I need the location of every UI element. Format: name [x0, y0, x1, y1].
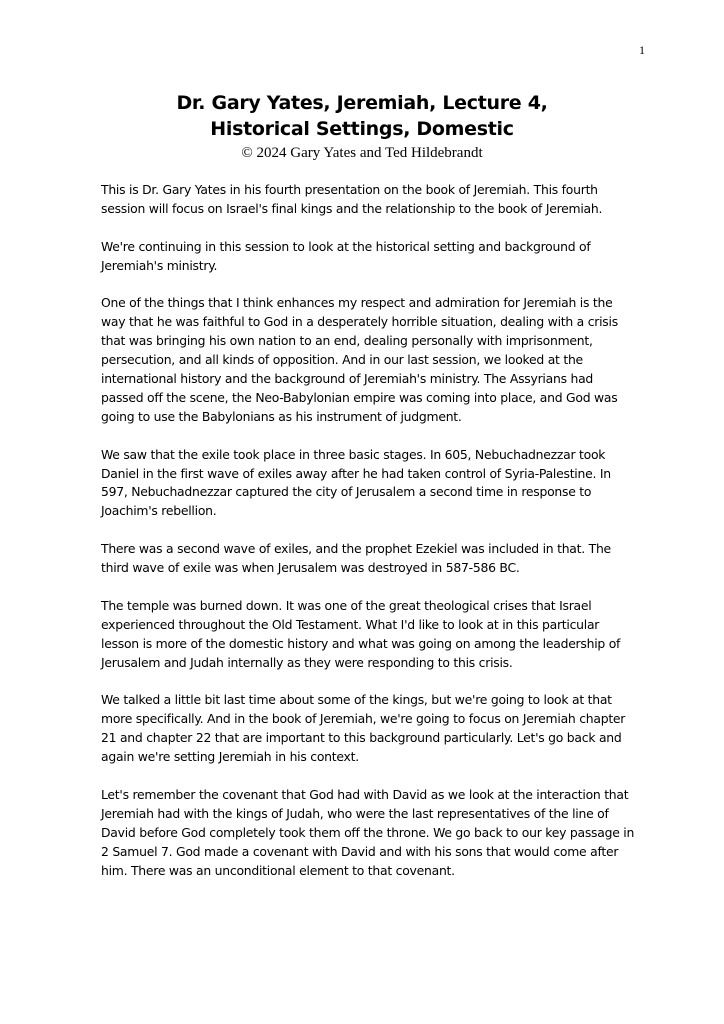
paragraph: We're continuing in this session to look at the historical setting and background of Jeremiah's ministry.: [101, 238, 591, 273]
paragraph: We talked a little bit last time about some of the kings, but we're going to look at that more specifically. And in the book of Jeremiah, we're going to focus on Jeremiah chapter 21 and chapter 22 that are important to this background particularly. Let's go back and again we're setting Jeremiah in his context.: [101, 692, 626, 765]
paragraph: One of the things that I think enhances my respect and admiration for Jeremiah is the way that he was faithful to God in a desperately horrible situation, dealing with a crisis that was bringing his own nation to an end, dealing personally with imprisonment, persecution, and all kinds of opposition. And in our last session, we looked at the international history and the background of Jeremiah's ministry. The Assyrians had passed off the scene, the Neo-Babylonian empire was coming into place, and God was going to use the Babylonians as his instrument of judgment.: [101, 295, 618, 424]
paragraph: We saw that the exile took place in three basic stages. In 605, Nebuchadnezzar took Daniel in the first wave of exiles away after he had taken control of Syria-Palestine. In 597, Nebuchadnezzar captured the city of Jerusalem a second time in response to Joachim's rebellion.: [101, 446, 611, 519]
document-title-line-1: Dr. Gary Yates, Jeremiah, Lecture 4,: [176, 92, 548, 114]
lecture-body: [101, 181, 637, 899]
paragraph: There was a second wave of exiles, and the prophet Ezekiel was included in that. The third wave of exile was when Jerusalem was destroyed in 587-586 BC.: [101, 541, 611, 576]
paragraph: The temple was burned down. It was one of the great theological crises that Israel experienced throughout the Old Testament. What I'd like to look at in this particular lesson is more of the domestic history and what was going on among the leadership of Jerusalem and Judah internally as they were responding to this crisis.: [101, 597, 621, 670]
paragraph: This is Dr. Gary Yates in his fourth presentation on the book of Jeremiah. This fourth session will focus on Israel's final kings and the relationship to the book of Jeremiah.: [101, 182, 603, 216]
page-number: 1: [639, 43, 645, 57]
copyright-notice: © 2024 Gary Yates and Ted Hildebrandt: [241, 145, 483, 161]
paragraph: Let's remember the covenant that God had with David as we look at the interaction that Jeremiah had with the kings of Judah, who were the last representatives of the line of David before God completely took them off the throne. We go back to our key passage in 2 Samuel 7. God made a covenant with David and with his sons that would come after him. There was an unconditional element to that covenant.: [101, 786, 635, 878]
document-title-line-2: Historical Settings, Domestic: [210, 118, 514, 140]
document-header: [0, 90, 724, 163]
